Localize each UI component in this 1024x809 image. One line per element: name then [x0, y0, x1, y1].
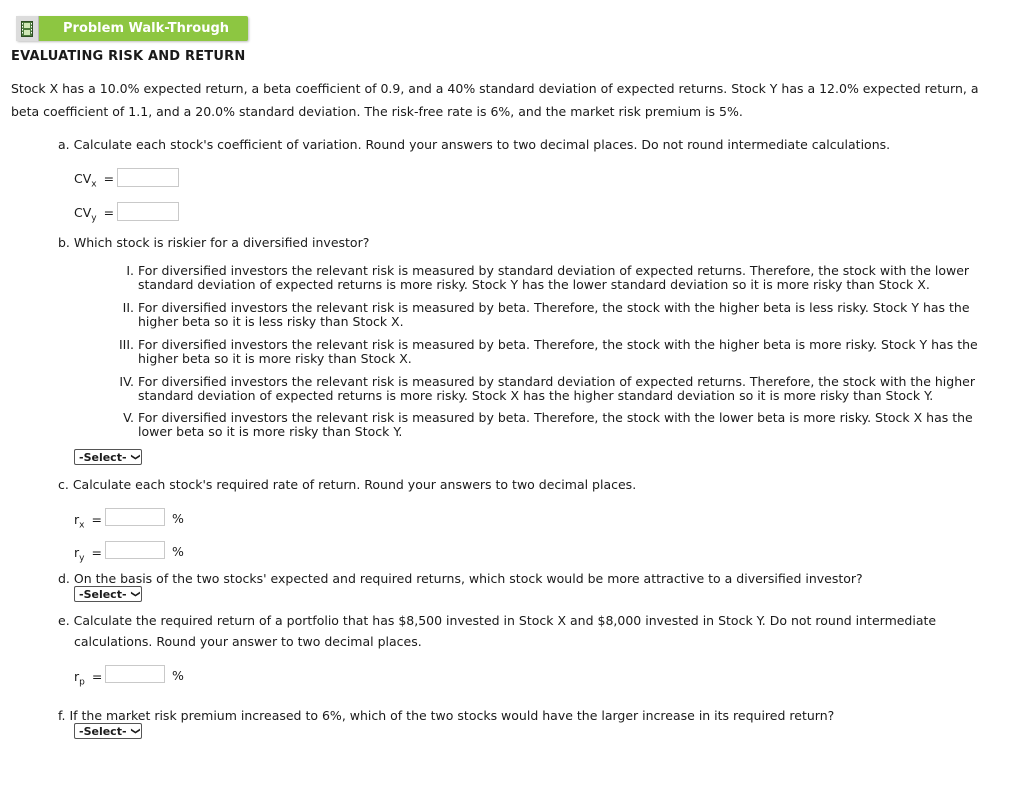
option-iii-line-1: For diversified investors the relevant risk is measured by beta. Therefore, the stock with the higher beta is more risky. Stock Y has the [138, 337, 978, 352]
ry-label-base: r [74, 545, 80, 560]
rp-equals: = [91, 669, 103, 684]
question-e [58, 610, 1018, 652]
select-b-dropdown[interactable] [74, 449, 142, 465]
option-ii [110, 301, 1000, 331]
ry-input[interactable] [105, 541, 165, 559]
rp-input[interactable] [105, 665, 165, 683]
rp-label-base: r [74, 669, 80, 684]
rx-input[interactable] [105, 508, 165, 526]
option-iv-line-1: For diversified investors the relevant risk is measured by standard deviation of expected returns. Therefore, the stock with the higher [138, 374, 975, 389]
cvy-label [74, 205, 114, 224]
cvx-label [74, 171, 114, 190]
option-iii [110, 338, 1000, 368]
page-title: EVALUATING RISK AND RETURN [11, 49, 246, 64]
ry-label [74, 545, 102, 564]
option-iv [110, 375, 1000, 405]
cvx-label-base: CV [74, 171, 92, 186]
question-f: f. If the market risk premium increased to 6%, which of the two stocks would have the larger increase in its required return? [58, 708, 835, 723]
banner-title: Problem Walk-Through [63, 21, 230, 36]
question-e-line-1: e. Calculate the required return of a portfolio that has $8,500 invested in Stock X and $8,000 invested in Stock Y. Do not round intermediate [58, 613, 937, 628]
cvy-label-sub: y [91, 213, 97, 224]
cvx-label-sub: x [91, 179, 97, 190]
rx-equals: = [91, 512, 102, 527]
option-iii-number: III. [118, 337, 134, 352]
film-icon [16, 16, 39, 41]
question-b: b. Which stock is riskier for a diversified investor? [58, 235, 370, 250]
select-f-value: -Select- [79, 724, 127, 738]
option-iv-number: IV. [119, 374, 134, 389]
option-i [110, 264, 1000, 294]
cvx-equals: = [103, 171, 115, 186]
question-d: d. On the basis of the two stocks' expected and required returns, which stock would be more attractive to a diversified investor? [58, 571, 863, 586]
ry-percent-sign: % [172, 544, 184, 559]
problem-walkthrough-banner[interactable] [16, 16, 248, 41]
rp-label-sub: p [79, 677, 85, 688]
option-i-line-2: standard deviation of expected returns is more risky. Stock Y has the lower standard deviation so it is more risky than Stock X. [138, 277, 930, 292]
option-ii-line-2: higher beta so it is less risky than Stock X. [138, 314, 404, 329]
question-e-line-2: calculations. Round your answer to two decimal places. [74, 634, 422, 649]
chevron-down-icon: ❯ [129, 453, 140, 461]
problem-statement [11, 78, 1011, 122]
question-c: c. Calculate each stock's required rate of return. Round your answers to two decimal places. [58, 477, 637, 492]
ry-equals: = [91, 545, 102, 560]
option-iii-line-2: higher beta so it is more risky than Stock X. [138, 351, 412, 366]
option-v [110, 411, 1000, 441]
option-i-line-1: For diversified investors the relevant risk is measured by standard deviation of expected returns. Therefore, the stock with the lower [138, 263, 970, 278]
ry-label-sub: y [79, 553, 85, 564]
question-a: a. Calculate each stock's coefficient of variation. Round your answers to two decimal places. Do not round intermediate calculations. [58, 137, 891, 152]
option-ii-number: II. [122, 300, 134, 315]
select-b-value: -Select- [79, 450, 127, 464]
chevron-down-icon: ❯ [129, 590, 140, 598]
select-d-value: -Select- [79, 587, 127, 601]
cvy-equals: = [103, 205, 115, 220]
cvy-input[interactable] [117, 202, 179, 221]
rx-percent-sign: % [172, 511, 184, 526]
option-i-number: I. [126, 263, 134, 278]
cvx-input[interactable] [117, 168, 179, 187]
rx-label [74, 512, 102, 531]
intro-line-1: Stock X has a 10.0% expected return, a beta coefficient of 0.9, and a 40% standard deviation of expected returns. Stock Y has a 12.0% expected return, a [11, 81, 979, 96]
rx-label-base: r [74, 512, 80, 527]
select-f-dropdown[interactable] [74, 723, 142, 739]
select-d-dropdown[interactable] [74, 586, 142, 602]
option-v-line-2: lower beta so it is more risky than Stock Y. [138, 424, 403, 439]
option-v-line-1: For diversified investors the relevant risk is measured by beta. Therefore, the stock with the lower beta is more risky. Stock X has the [138, 410, 973, 425]
rx-label-sub: x [79, 520, 85, 531]
rp-label [74, 669, 102, 688]
option-ii-line-1: For diversified investors the relevant risk is measured by beta. Therefore, the stock with the higher beta is less risky. Stock Y has the [138, 300, 970, 315]
cvy-label-base: CV [74, 205, 92, 220]
rp-percent-sign: % [172, 668, 184, 683]
intro-line-2: beta coefficient of 1.1, and a 20.0% standard deviation. The risk-free rate is 6%, and the market risk premium is 5%. [11, 104, 743, 119]
chevron-down-icon: ❯ [129, 727, 140, 735]
option-iv-line-2: standard deviation of expected returns is more risky. Stock X has the higher standard deviation so it is more risky than Stock Y. [138, 388, 934, 403]
option-v-number: V. [123, 410, 134, 425]
